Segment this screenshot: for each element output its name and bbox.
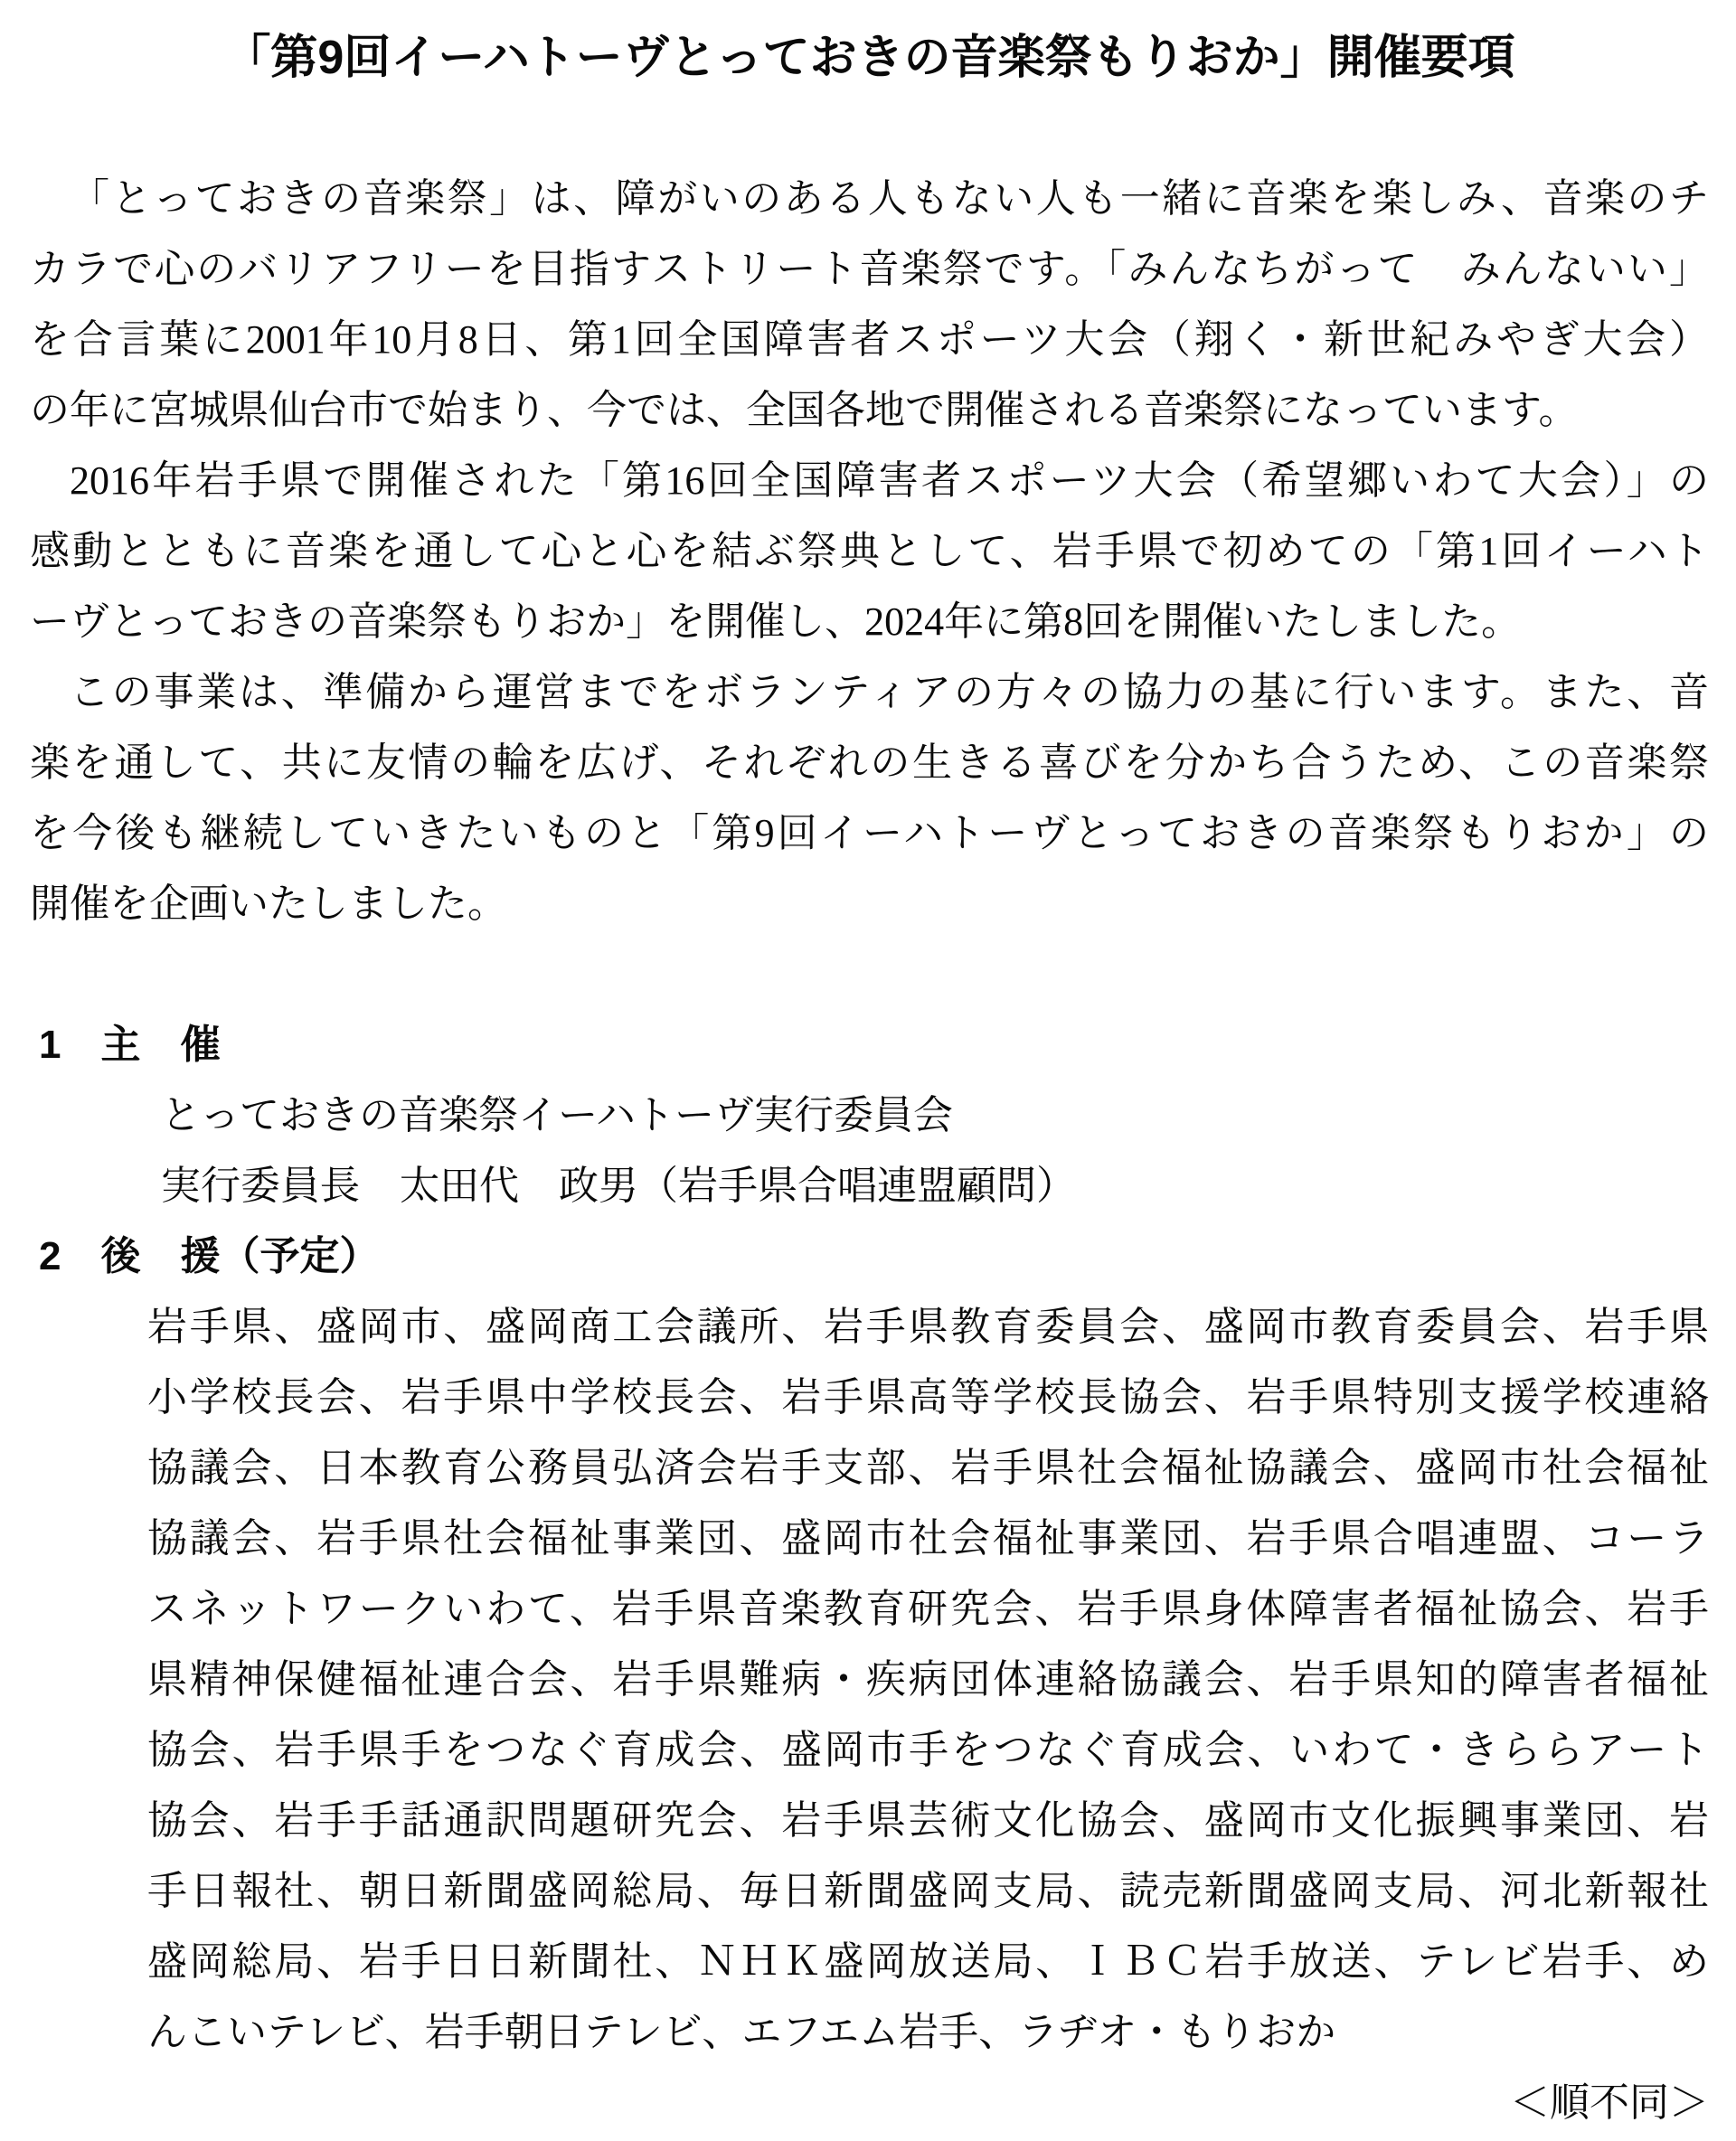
blank-line [30,93,1709,164]
list-line: 協会、岩手県手をつなぐ育成会、盛岡市手をつなぐ育成会、いわて・きららアート [147,1728,1709,1772]
text-line: 楽を通して、共に友情の輪を広げ、それぞれの生きる喜びを分かち合うため、この音楽祭 [30,740,1709,785]
text-line: ーヴとっておきの音楽祭もりおか」を開催し、2024年に第8回を開催いたしました。 [30,599,1522,644]
text-line: 感動とともに音楽を通して心と心を結ぶ祭典として、岩手県で初めての「第1回イーハト [30,529,1709,573]
text-line: 開催を企画いたしました。 [30,882,507,926]
list-line: 岩手県、盛岡市、盛岡商工会議所、岩手県教育委員会、盛岡市教育委員会、岩手県 [147,1305,1709,1349]
blank-line [30,939,1709,1010]
organizer-block [30,1080,1709,1221]
text-line: この事業は、準備から運営までをボランティアの方々の協力の基に行います。また、音 [70,670,1709,714]
list-line: 県精神保健福祉連合会、岩手県難病・疾病団体連絡協議会、岩手県知的障害者福祉 [147,1657,1709,1702]
list-line: 盛岡総局、岩手日日新聞社、ＮＨＫ盛岡放送局、ＩＢＣ岩手放送、テレビ岩手、め [147,1939,1709,1984]
paragraph-purpose [30,657,1709,939]
section-2-heading: 2 後 援（予定） [39,1234,380,1278]
supporters-list [30,1292,1709,2068]
order-note: ＜順不同＞ [1510,2080,1709,2125]
text-line: の年に宮城県仙台市で始まり、今では、全国各地で開催される音楽祭になっています。 [30,388,1579,432]
document-title: 「第9回イーハトーヴとっておきの音楽祭もりおか」開催要項 [223,32,1515,84]
list-line: スネットワークいわて、岩手県音楽教育研究会、岩手県身体障害者福祉協会、岩手 [147,1587,1709,1631]
list-line: 小学校長会、岩手県中学校長会、岩手県高等学校長協会、岩手県特別支援学校連絡 [147,1375,1709,1419]
list-line: 手日報社、朝日新聞盛岡総局、毎日新聞盛岡支局、読売新聞盛岡支局、河北新報社 [147,1869,1709,1913]
text-line: を合言葉に2001年10月8日、第1回全国障害者スポーツ大会（翔く・新世紀みやぎ大会） [30,317,1709,362]
organizer-chairman: 実行委員長 太田代 政男（岩手県合唱連盟顧問） [161,1164,1076,1208]
text-line: カラで心のバリアフリーを目指すストリート音楽祭です。「みんなちがって みんないい」 [30,247,1709,291]
paragraph-history [30,446,1709,657]
list-line: 協議会、岩手県社会福祉事業団、盛岡市社会福祉事業団、岩手県合唱連盟、コーラ [147,1516,1709,1561]
list-line: 協会、岩手手話通訳問題研究会、岩手県芸術文化協会、盛岡市文化振興事業団、岩 [147,1798,1709,1843]
text-line: 2016年岩手県で開催された「第16回全国障害者スポーツ大会（希望郷いわて大会）」の [70,458,1709,503]
text-line: 「とっておきの音楽祭」は、障がいのある人もない人も一緒に音楽を楽しみ、音楽のチ [70,176,1709,221]
organizer-name: とっておきの音楽祭イーハトーヴ実行委員会 [161,1093,954,1137]
paragraph-intro [30,164,1709,446]
list-line: んこいテレビ、岩手朝日テレビ、エフエム岩手、ラヂオ・もりおか [147,2010,1336,2054]
list-line: 協議会、日本教育公務員弘済会岩手支部、岩手県社会福祉協議会、盛岡市社会福祉 [147,1446,1709,1490]
text-line: を今後も継続していきたいものと「第9回イーハトーヴとっておきの音楽祭もりおか」の [30,811,1709,855]
section-1-heading: 1 主 催 [39,1023,221,1067]
